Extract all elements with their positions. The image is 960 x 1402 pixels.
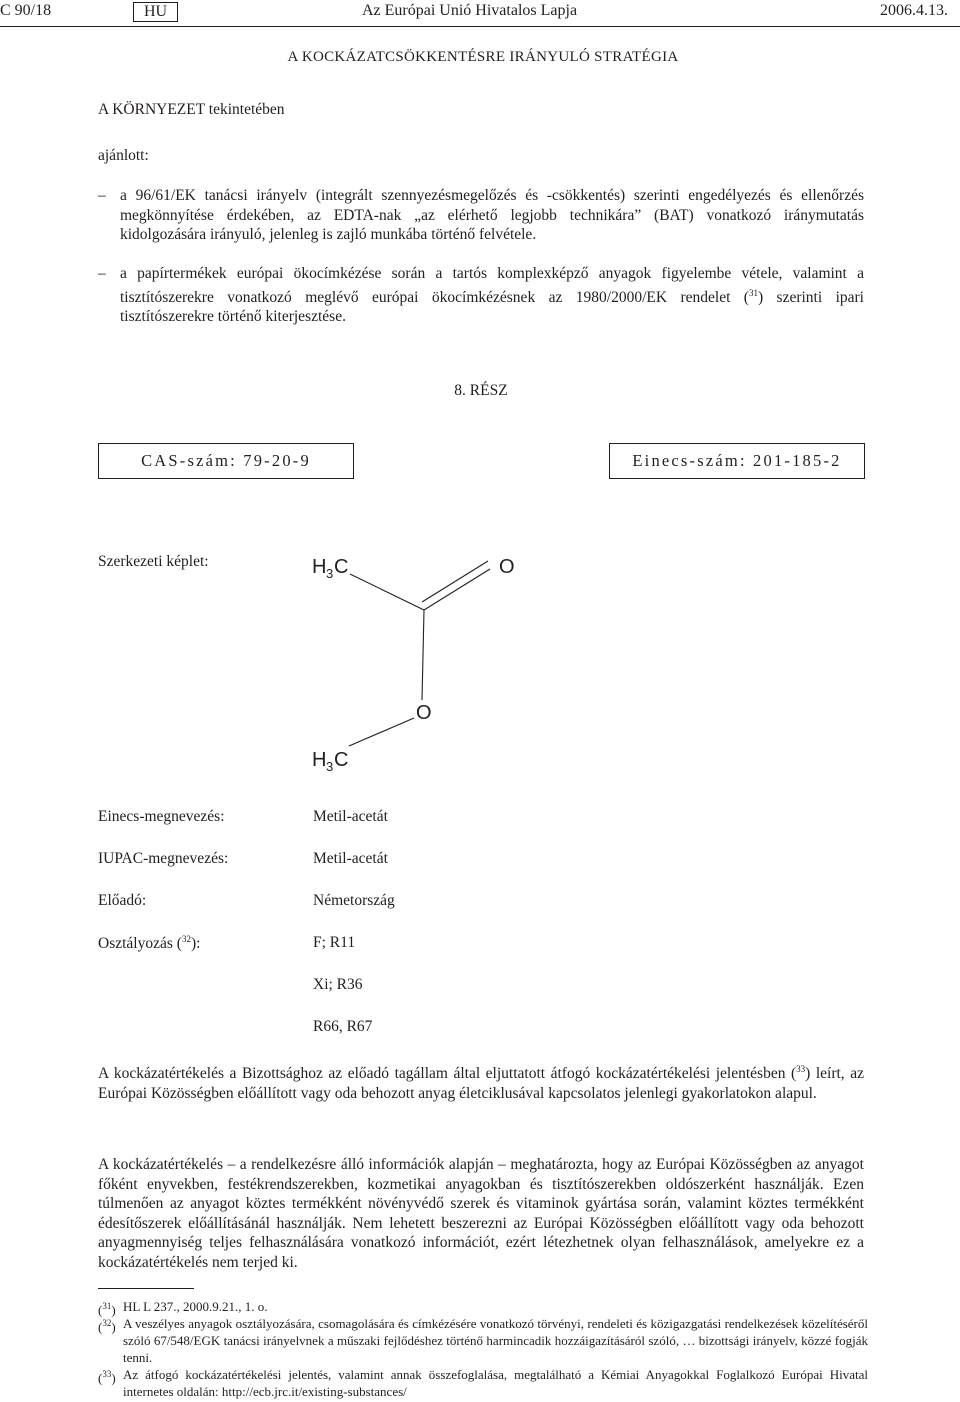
footnote-text: HL L 237., 2000.9.21., 1. o. xyxy=(123,1299,268,1314)
iupac-name-value: Metil-acetát xyxy=(313,850,388,867)
structure-label: Szerkezeti képlet: xyxy=(98,553,209,570)
environment-heading: A KÖRNYEZET tekintetében xyxy=(98,101,285,118)
atom-h3c-top-c: C xyxy=(334,556,349,578)
bullet-text: a 96/61/EK tanácsi irányelv (integrált szennyezésmegelőzés és -csökkentés) szerinti engedélyezés és ellenőrzés megkönnyítése érdekében, az EDTA-nak „az elérhető legjobb technikára” (BAT) vonatkozó iránymutatás kidolgozására irányuló, jelenleg is zajló munkába történő felvétele. xyxy=(120,187,864,243)
language-code-box: HU xyxy=(133,2,178,22)
footnote-32 xyxy=(98,1315,868,1366)
footnote-ref: 32 xyxy=(181,934,191,944)
classification-value: F; R11 xyxy=(313,934,356,951)
page-reference: C 90/18 xyxy=(0,2,52,19)
bond-carbonyl-double-1 xyxy=(424,569,490,610)
classification-label-end: ): xyxy=(190,935,201,953)
footnote-text: A veszélyes anyagok osztályozására, csomagolására és címkézésére vonatkozó törvényi, rendeleti és közigazgatási rendelkezések közelítéséről szóló 67/548/EGK tanácsi irányelvnek a műszaki fejlődéshez történő harmincadik hozzáigazításáról szóló, … bizottsági irányelv, közzé fogják tenni. xyxy=(123,1316,868,1365)
footnote-number: ($^{32}$) xyxy=(98,1318,116,1335)
einecs-number-box: Einecs-szám: 201-185-2 xyxy=(609,443,865,479)
paragraph-text-end: ) leírt, az Európai Közösségben előállított vagy oda behozott anyag életciklusával kapcsolatos jelenlegi gyakorlatokon alapul. xyxy=(98,1065,864,1102)
footnote-rule xyxy=(98,1288,194,1289)
header-rule xyxy=(0,26,960,27)
atom-h3c-top-h: H xyxy=(312,556,327,578)
footnote-number-value: 32 xyxy=(102,1318,112,1328)
classification-label xyxy=(98,934,200,953)
publication-date: 2006.4.13. xyxy=(880,2,948,19)
einecs-name-label: Einecs-megnevezés: xyxy=(98,808,225,825)
classification-label-text: Osztályozás ( xyxy=(98,935,182,953)
bond-methyl-carbonyl xyxy=(350,574,424,610)
footnote-number: ($^{33}$) xyxy=(98,1369,116,1386)
rapporteur-label: Előadó: xyxy=(98,892,147,909)
footnote-text: Az átfogó kockázatértékelési jelentés, valamint annak összefoglalása, megtalálható a Kémiai Anyagokkal Foglalkozó Európai Hivatal internetes oldalán: http://ecb.jrc.it/existing-substances/ xyxy=(123,1367,868,1399)
paragraph-text: A kockázatértékelés a Bizottsághoz az előadó tagállam által eljuttatott átfogó kockázatértékelési jelentésben ( xyxy=(98,1065,797,1083)
atom-h3c-top-sub: 3 xyxy=(326,566,334,581)
footnote-number-value: 33 xyxy=(102,1369,112,1379)
footnote-ref: 31 xyxy=(748,287,758,298)
structural-formula xyxy=(300,540,540,780)
footnote-number-value: 31 xyxy=(102,1301,112,1311)
page-header xyxy=(0,2,960,24)
paragraph-assessment-basis xyxy=(98,1060,864,1103)
bullet-dash: – xyxy=(98,187,106,204)
footnote-number: ($^{31}$) xyxy=(98,1301,116,1318)
bullet-dash: – xyxy=(98,265,106,282)
bullet-text: a papírtermékek európai ökocímkézése során a tartós komplexképző anyagok figyelembe vétele, valamint a tisztítószerekre vonatkozó meglévő európai ökocímkézésnek az 1980/2000/EK rendelet ( xyxy=(120,265,864,306)
atom-h3c-bottom-sub: 3 xyxy=(326,759,334,774)
cas-number-box: CAS-szám: 79-20-9 xyxy=(98,443,354,479)
bond-carbonyl-double-2 xyxy=(422,561,488,602)
footnote-33 xyxy=(98,1366,868,1400)
atom-ester-oxygen: O xyxy=(416,702,432,724)
atom-h3c-bottom-c: C xyxy=(334,749,349,771)
bond-carbonyl-ester-o xyxy=(422,610,424,700)
structural-formula-drawing xyxy=(300,540,540,780)
part-heading: 8. RÉSZ xyxy=(454,382,508,399)
recommended-label: ajánlott: xyxy=(98,147,149,164)
footnote-31 xyxy=(98,1298,868,1318)
atom-carbonyl-oxygen: O xyxy=(499,556,515,578)
iupac-name-label: IUPAC-megnevezés: xyxy=(98,850,229,867)
rapporteur-value: Németország xyxy=(313,892,395,909)
strategy-title: A KOCKÁZATCSÖKKENTÉSRE IRÁNYULÓ STRATÉGIA xyxy=(287,49,679,65)
journal-title: Az Európai Unió Hivatalos Lapja xyxy=(362,2,578,19)
bullet-item-1 xyxy=(98,186,864,245)
bullet-item-2 xyxy=(98,264,864,327)
atom-h3c-bottom-h: H xyxy=(312,749,327,771)
einecs-name-value: Metil-acetát xyxy=(313,808,388,825)
footnote-ref: 33 xyxy=(796,1064,806,1074)
bond-ester-o-methyl xyxy=(349,718,414,746)
bullet-text-end: ) szerinti ipari tisztítószerekre történő kiterjesztése. xyxy=(120,288,864,326)
classification-value: Xi; R36 xyxy=(313,976,363,993)
classification-value: R66, R67 xyxy=(313,1018,373,1035)
paragraph-assessment-uses: A kockázatértékelés – a rendelkezésre álló információk alapján – meghatározta, hogy az Európai Közösségben az anyagot főként enyvekben, festékrendszerekben, kozmetikai anyagokban és tisztítószerekben oldószerként használják. Ezen túlmenően az anyagot köztes termékként növényvédő szerek és vitaminok gyártása során, valamint köztes termékként édesítőszerek előállításánál használják. Nem lehetett beszerezni az Európai Közösségben előállított vagy oda behozott anyagmennyiség teljes felhasználására vonatkozó információt, ezért létezhetnek olyan felhasználások, amelyekre ez a kockázatértékelés nem terjed ki. xyxy=(98,1156,864,1271)
